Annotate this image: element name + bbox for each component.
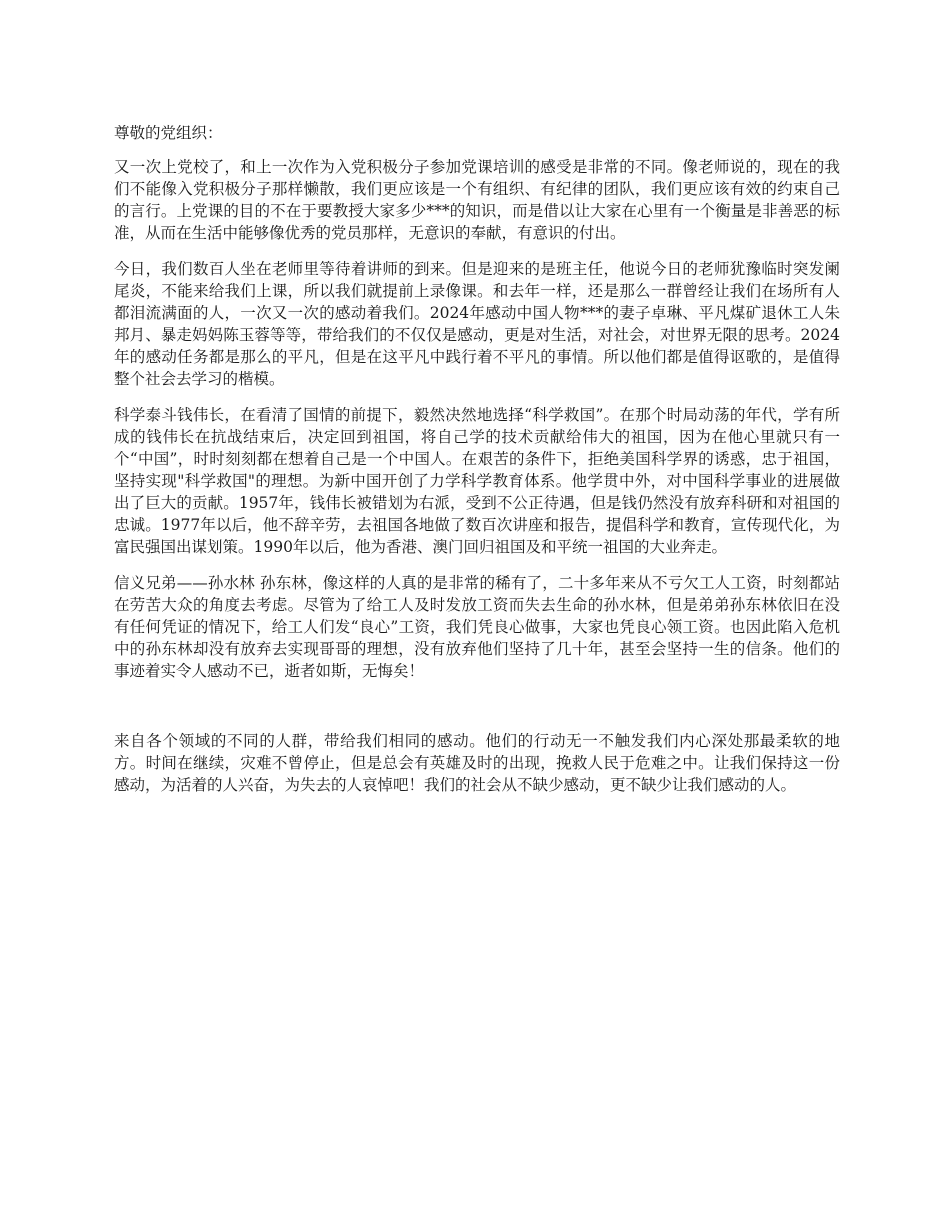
paragraph-2: 今日，我们数百人坐在老师里等待着讲师的到来。但是迎来的是班主任，他说今日的老师犹豫临时突发阑尾炎，不能来给我们上课，所以我们就提前上录像课。和去年一样，还是那么一群曾经让我们在场所有人都泪流满面的人，一次又一次的感动着我们。2024年感动中国人物***的妻子卓琳、平凡煤矿退休工人朱邦月、暴走妈妈陈玉蓉等等，带给我们的不仅仅是感动，更是对生活，对社会，对世界无限的思考。2024年的感动任务都是那么的平凡，但是在这平凡中践行着不平凡的事情。所以他们都是值得讴歌的，是值得整个社会去学习的楷模。 bbox=[114, 260, 840, 388]
document-body bbox=[114, 122, 840, 810]
paragraph-4: 信义兄弟——孙水林 孙东林，像这样的人真的是非常的稀有了，二十多年来从不亏欠工人工资，时刻都站在劳苦大众的角度去考虑。尽管为了给工人及时发放工资而失去生命的孙水林，但是弟弟孙东林依旧在没有任何凭证的情况下，给工人们发“良心”工资，我们凭良心做事，大家也凭良心领工资。也因此陷入危机中的孙东林却没有放弃去实现哥哥的理想，没有放弃他们坚持了几十年，甚至会坚持一生的信条。他们的事迹着实令人感动不已，逝者如斯，无悔矣！ bbox=[114, 574, 840, 680]
paragraph-3: 科学泰斗钱伟长，在看清了国情的前提下，毅然决然地选择“科学救国”。在那个时局动荡的年代，学有所成的钱伟长在抗战结束后，决定回到祖国，将自己学的技术贡献给伟大的祖国，因为在他心里就只有一个“中国”，时时刻刻都在想着自己是一个中国人。在艰苦的条件下，拒绝美国科学界的诱惑，忠于祖国，坚持实现"科学救国"的理想。为新中国开创了力学科学教育体系。他学贯中外，对中国科学事业的进展做出了巨大的贡献。1957年，钱伟长被错划为右派，受到不公正待遇，但是钱仍然没有放弃科研和对祖国的忠诚。1977年以后，他不辞辛劳，去祖国各地做了数百次讲座和报告，提倡科学和教育，宣传现代化，为富民强国出谋划策。1990年以后，他为香港、澳门回归祖国及和平统一祖国的大业奔走。 bbox=[114, 406, 840, 556]
paragraph-5: 来自各个领域的不同的人群，带给我们相同的感动。他们的行动无一不触发我们内心深处那最柔软的地方。时间在继续，灾难不曾停止，但是总会有英雄及时的出现，挽救人民于危难之中。让我们保持这一份感动，为活着的人兴奋，为失去的人哀悼吧！我们的社会从不缺少感动，更不缺少让我们感动的人。 bbox=[114, 732, 840, 794]
salutation: 尊敬的党组织： bbox=[114, 124, 223, 142]
paragraph-1: 又一次上党校了，和上一次作为入党积极分子参加党课培训的感受是非常的不同。像老师说的，现在的我们不能像入党积极分子那样懒散，我们更应该是一个有组织、有纪律的团队，我们更应该有效的约束自己的言行。上党课的目的不在于要教授大家多少***的知识，而是借以让大家在心里有一个衡量是非善恶的标准，从而在生活中能够像优秀的党员那样，无意识的奉献，有意识的付出。 bbox=[114, 158, 840, 242]
